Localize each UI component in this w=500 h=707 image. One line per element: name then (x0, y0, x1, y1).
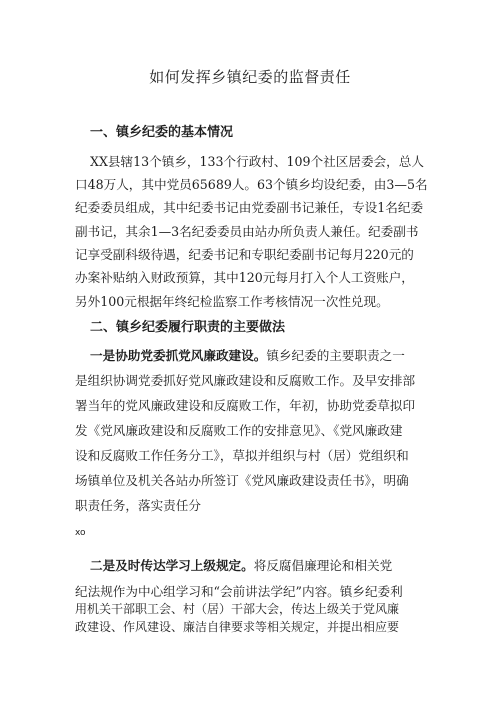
point-1-lead: 一是协助党委抓党风廉政建设。 (90, 348, 267, 363)
stray-mark: xo (75, 528, 86, 538)
paragraph-line: 另外100元根据年终纪检监察工作考核情况一次性兑现。 (75, 294, 389, 309)
paragraph-line: 设和反腐败工作任务分工》，草拟并组织与村（居）党组织和 (75, 448, 409, 463)
paragraph-line: 办案补贴纳入财政预算，其中120元每月打入个人工资账户， (75, 270, 414, 285)
paragraph-line: 副书记，其余1—3名纪委委员由站办所负责人兼任。纪委副书 (75, 224, 419, 239)
paragraph-line: 政建设、作风建设、廉洁自律要求等相关规定，并提出相应要 (75, 620, 400, 634)
section-2-heading: 二、镇乡纪委履行职责的主要做法 (90, 320, 286, 335)
paragraph-line: 纪法规作为中心组学习和“会前讲法学纪”内容。镇乡纪委利 (75, 584, 403, 599)
paragraph-line (90, 345, 405, 364)
section-1-heading: 一、镇乡纪委的基本情况 (90, 125, 234, 140)
paragraph-line: 纪委委员组成，其中纪委书记由党委副书记兼任，专设1名纪委 (75, 200, 424, 215)
paragraph-line: 署当年的党风廉政建设和反腐败工作，年初，协助党委草拟印 (75, 398, 416, 413)
paragraph-line: 是组织协调党委抓好党风廉政建设和反腐败工作。及早安排部 (75, 373, 416, 388)
paragraph-line: XX县辖13个镇乡，133个行政村、109个社区居委会，总人 (90, 154, 424, 169)
point-1-first-line: 镇乡纪委的主要职责之一 (266, 348, 405, 363)
paragraph-line: 用机关干部职工会、村（居）干部大会，传达上级关于党风廉 (75, 602, 400, 616)
document-title: 如何发挥乡镇纪委的监督责任 (149, 68, 351, 86)
paragraph-line: 场镇单位及机关各站办所签订《党风廉政建设责任书》，明确 (75, 473, 409, 488)
paragraph-line: 记享受副科级待遇，纪委书记和专职纪委副书记每月220元的 (75, 247, 414, 262)
paragraph-line: 口48万人，其中党员65689人。63个镇乡均设纪委，由3—5名 (75, 177, 428, 192)
point-2-first-line: 将反腐倡廉理论和相关党 (253, 558, 393, 573)
point-2-lead: 二是及时传达学习上级规定。 (90, 558, 254, 573)
paragraph-line: 发《党风廉政建设和反腐败工作的安排意见》、《党风廉政建 (75, 423, 403, 438)
paragraph-line: 职责任务，落实责任分 (75, 498, 201, 513)
paragraph-line (90, 555, 392, 574)
